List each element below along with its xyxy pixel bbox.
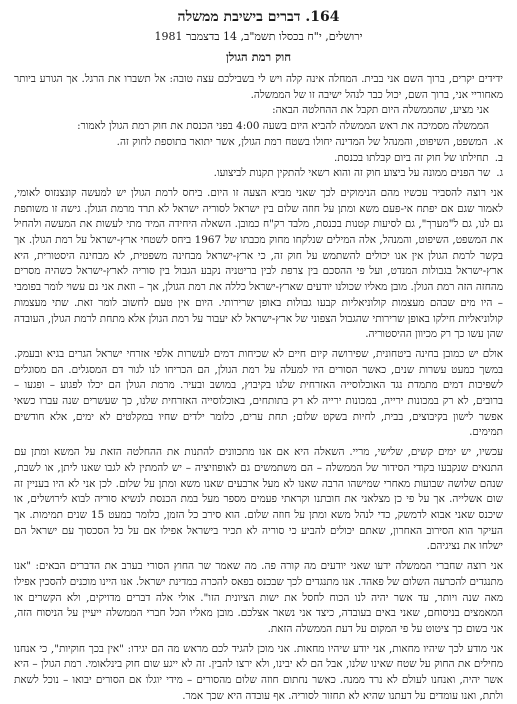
body-paragraph: אני רוצה שחברי הממשלה ידעו שאני יודעים מה קורה פה. מה שאמר שר החוץ הסורי בערב את הדברים הבאים: "אנו מתנגדים להכרעה השלום של פאהד. אנו מתנגדים לכך שבכנס בפאס להכרה במדינת ישראל. אנו היינו מוכנים להסכין אפילו מאה שנה ויותר, עד אשר יהיה לנו הכוח לחסל את ישות הציונית הזו". אולי אלה דברים מדויקים, ולא הקשרים או המאמצים בניסוחם, שאני באים בעובדה, כיצד אני נשאר אצלכם. מובן מאליו הכל חברי הממשלה ייעיין על הניסוח הזה, אני בשום כך ציטוט על פי המקום על דעת הממשלה הזאת.: [14, 560, 503, 635]
proposal-intro: אני מציע, שהממשלה היום תקבל את ההחלטה הבאה:: [272, 104, 489, 117]
law-item: [14, 135, 503, 151]
body-paragraph: אולם יש כמובן בחינה ביטחונית, שפירושה קיום חיים לא שכיחות דמים לעשרות אלפי אזרחי ישראל הגרים בגיא ובעמק. במשך כמעט עשרות שנים, כאשר הסורים היו למעלה על רמת הגולן, הם הכריחו לנו לגור דם המסגלים. הם מסוגלים לשפיכות דמים מתמדת נגד האוכלוסייה האזרחית שלנו בקיבוץ, במושב ובעיר. מרמת הגולן הם יכלו לפגוע – ופגעו – ברובים, לא רק במכונות ירייה, במכונות ירייה לא רק בתותחים, באוכלוסייה האזרחית שלנו, כך שעשרים שנה עברו כשאי אפשר לישון בקיבוצים, בבית, לחיות בשקט שלום; תחת ערים, כלומר ילדים שחיו במקלטים לא ימים, אלא חודשים תמימים.: [14, 347, 503, 439]
body-paragraph: אני רוצה להסביר עכשיו מהם הנימוקים לכך שאני מביא הצעה זו היום. ביחס לרמת הגולן יש למעשה קונצנזוס לאומי, לאמור שגם אם יפתח אי-פעם משא ומתן על חוזה שלום בין ישראל לסוריה ישראל לא תרד מרמת הגולן. גישה זו משותפת גם לנו, גם ל"מערך", גם לסיעות קטנות בכנסת, מלבד רק"ח כמובן. השאלה היחידה המיד מתי לעשות את המעשה ולהחיל את המשפט, השיפוט, והמנהל, אלה המילים שנלקחו מחוק מכבתו של 1967 ביחס לשטחי ארץ-ישראל על רמת הגולן. אך בקשר לרמת הגולן אין אנו יכולים להשתמש על חוק זה, כי ארץ-ישראל מבחינה משפטית, לא מבחינה היסטורית, היא ארץ-ישראל בגבולות המנדט, ועל פי ההסכם בין צרפת לבין בריטניה נקבע הגבול בין סוריה לארץ-ישראל כשהיה מסרים מהחזה הזה רמת הגולן. מובן מאליו שכולנו יודעים שארץ-ישראל כללה את רמת הגולן, אך – וזאת אני גם עשוי לומר בפומבי – היו מים שבהם מעצמות קולוניאליות קבעו גבולות באופן שרירותי. היום אין טעם לחשוב לומר זאת. שתי מעצמות קולוניאליות חילקו באופן שרירותי שהגבול הצפוני של ארץ-ישראל לא יעבור על רמת הגולן אלא מתחת לרמת הגולן, העובדה שהן עשו כך רק מכיוון ההיסטוריה.: [14, 186, 503, 341]
dateline: ירושלים, י"ח בכסלו תשמ"ב, 14 בדצמבר 1981: [154, 30, 363, 43]
law-item-text: תחילתו של חוק זה ביום קבלתו בכנסת.: [334, 151, 489, 164]
document-subtitle: חוק רמת הגולן: [225, 50, 292, 64]
law-item: [14, 166, 503, 182]
law-item-text: המשפט, השיפוט, והמנהל של המדינה יחולו בשטח רמת הגולן, אשר יתואר בתוספת לחוק זה.: [116, 135, 488, 148]
government-motion: הממשלה מסמיכה את ראש הממשלה להביא היום בשעה 4:00 בפני הכנסת את חוק רמת הגולן לאמור:: [77, 120, 489, 133]
law-item-label: ב.: [494, 151, 503, 164]
law-item-text: שר הפנים ממונה על ביצוע חוק זה והוא רשאי להתקין תקנות לביצועו.: [213, 167, 491, 180]
body-paragraph: אני מודע לכך שיהיו מחאות, אני יודע שיהיו מחאות. אני מוכן להגיד לכם מראש מה הם יגידו: "אין בכך חוקיות", כי אנחנו מחילים את החוק על שטח שאינו שלנו, אבל הם לא יבינו, ולא ירצו להבין. זה לא ייגע שום חוק בינלאומי. רמת הגולן – היא אשר יהיה, ואנחנו לעולם לא נרד ממנה. כאשר נחתום חוזה שלום מהסורים – מידי יוגלו אם הסורים יבואו – נוכל לשאת ולתת, ואנו עומדים על דעתנו שהיא לא תחזור לסוריה. אף עובדה היא שכך אמר.: [14, 642, 503, 702]
law-item-label: א.: [493, 135, 503, 148]
law-item-label: ג.: [496, 167, 503, 180]
body-paragraph: עכשיו, יש ימים קשים, שלישי, מריי. השאלה היא אם אנו מתכוונים להתנות את ההחלטה הזאת על המשא ומתן עם התנאים שנקבעו בקודי הסידור של הממשלה – הם משתמשים גם לאופוזיציה – יש להמתין לא לגבו שאנו ליתן, או לשבת, שנהם שלושה שבועות מאחרי שמישהו הרבה שאנו לא מעל ארבעים שאנו משא ומתן על שלום. לכן אני לא היו בעניין זה שום אשלייה. אך על פי כן מצלאני את חובתנו וקראתי פעמים מספר מעל במת הכנסת לנשיא סוריה לבוא לירושלים, או שיכנס שאני אבוא לדמשק, כדי לנהל משא ומתן על חוזה שלום. הוא סירב כל הזמן, כלומר כמעט 15 שנים תמימות. אך העיקר הוא הסירוב האחרון, שאתם יכולים להביע כי סוריה לא תכיר בישראל אפילו אם על כל הסכסוך עם ישראל הם ישלחו את נציגיהם.: [14, 446, 504, 553]
document-title: 164. דברים בישיבת ממשלה: [177, 9, 340, 25]
law-item: [14, 151, 503, 167]
opening-paragraph: ידידים יקרים, ברוך השם אני בבית. המחלה אינה קלה ויש לי בשבילכם עצה טובה: אל תשברו את הרגל. אך הגורע ביותר מאחוריי אני, ברוך השם, יכול כבר לנהל ישיבה זו של הממשלה.: [14, 73, 503, 101]
